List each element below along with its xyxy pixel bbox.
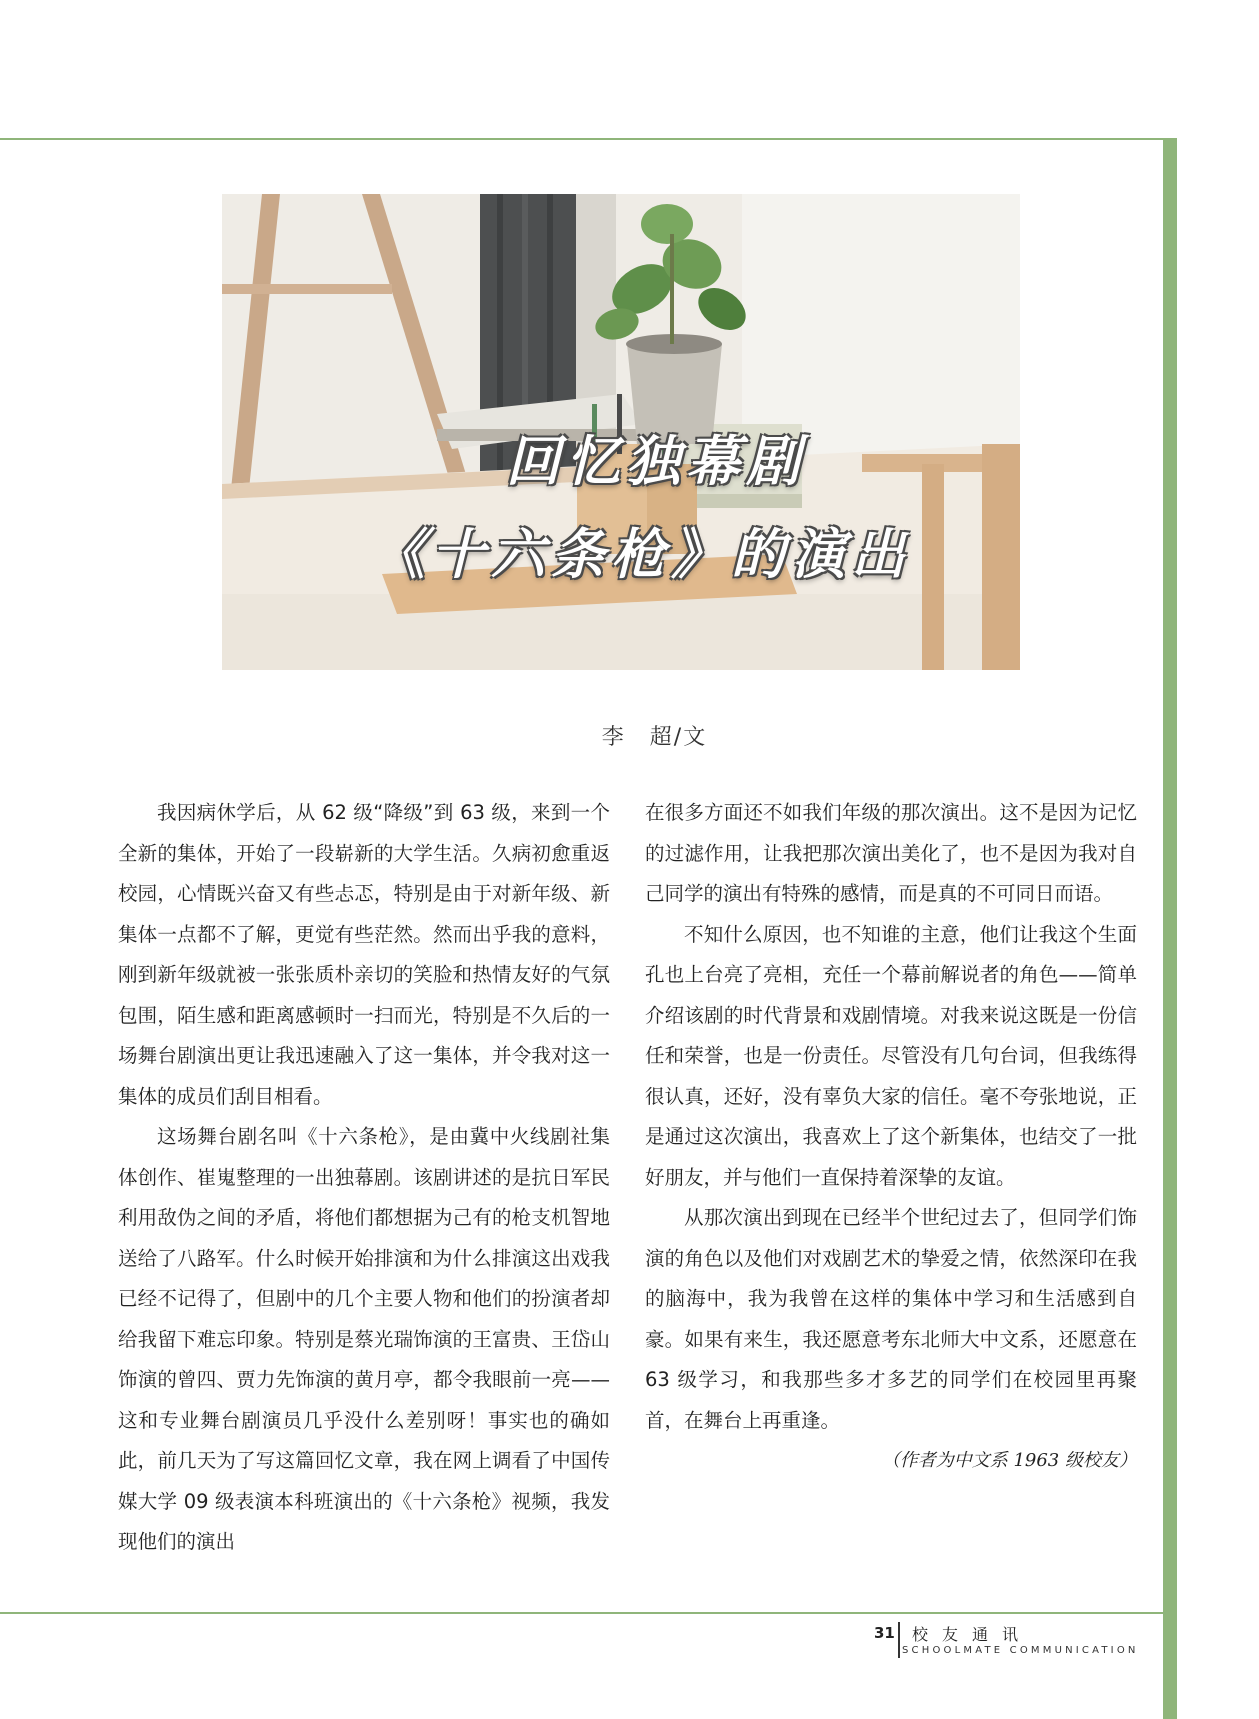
left-column [118, 793, 610, 1563]
right-column [645, 793, 1137, 1482]
title-line-1: 回忆独幕剧 [506, 429, 806, 493]
paragraph: 在很多方面还不如我们年级的那次演出。这不是因为记忆的过滤作用，让我把那次演出美化了，也不是因为我对自己同学的演出有特殊的感情，而是真的不可同日而语。 [645, 801, 1137, 905]
author-note: （作者为中文系 1963 级校友） [881, 1450, 1137, 1471]
bottom-rule [0, 1612, 1163, 1614]
top-rule [0, 138, 1163, 140]
paragraph: 我因病休学后，从 62 级“降级”到 63 级，来到一个全新的集体，开始了一段崭新的大学生活。久病初愈重返校园，心情既兴奋又有些忐忑，特别是由于对新年级、新集体一点都不了解，更觉有些茫然。然而出乎我的意料，刚到新年级就被一张张质朴亲切的笑脸和热情友好的气氛包围，陌生感和距离感顿时一扫而光，特别是不久后的一场舞台剧演出更让我迅速融入了这一集体，并令我对这一集体的成员们刮目相看。 [118, 801, 610, 1108]
magazine-name: 校友通讯 [912, 1625, 1033, 1644]
paragraph: 不知什么原因，也不知谁的主意，他们让我这个生面孔也上台亮了亮相，充任一个幕前解说者的角色——简单介绍该剧的时代背景和戏剧情境。对我来说这既是一份信任和荣誉，也是一份责任。尽管没有几句台词，但我练得很认真，还好，没有辜负大家的信任。毫不夸张地说，正是通过这次演出，我喜欢上了这个新集体，也结交了一批好朋友，并与他们一直保持着深挚的友谊。 [645, 922, 1137, 1189]
title-line-2: 《十六条枪》的演出 [371, 522, 911, 586]
footer-divider [898, 1622, 900, 1658]
page-number: 31 [874, 1624, 895, 1642]
side-accent-bar [1163, 138, 1177, 1719]
hero-image [222, 194, 1020, 670]
paragraph: 这场舞台剧名叫《十六条枪》，是由冀中火线剧社集体创作、崔嵬整理的一出独幕剧。该剧讲述的是抗日军民利用敌伪之间的矛盾，将他们都想据为己有的枪支机智地送给了八路军。什么时候开始排演和为什么排演这出戏我已经不记得了，但剧中的几个主要人物和他们的扮演者却给我留下难忘印象。特别是蔡光瑞饰演的王富贵、王岱山饰演的曾四、贾力先饰演的黄月亭，都令我眼前一亮——这和专业舞台剧演员几乎没什么差别呀！事实也的确如此，前几天为了写这篇回忆文章，我在网上调看了中国传媒大学 09 级表演本科班演出的《十六条枪》视频，我发现他们的演出 [118, 1125, 610, 1553]
magazine-name-en: SCHOOLMATE COMMUNICATION [902, 1645, 1139, 1656]
paragraph: 从那次演出到现在已经半个世纪过去了，但同学们饰演的角色以及他们对戏剧艺术的挚爱之情，依然深印在我的脑海中，我为我曾在这样的集体中学习和生活感到自豪。如果有来生，我还愿意考东北师大中文系，还愿意在 63 级学习，和我那些多才多艺的同学们在校园里再聚首，在舞台上再重逢。 [645, 1206, 1137, 1432]
byline: 李 超/文 [601, 725, 708, 750]
